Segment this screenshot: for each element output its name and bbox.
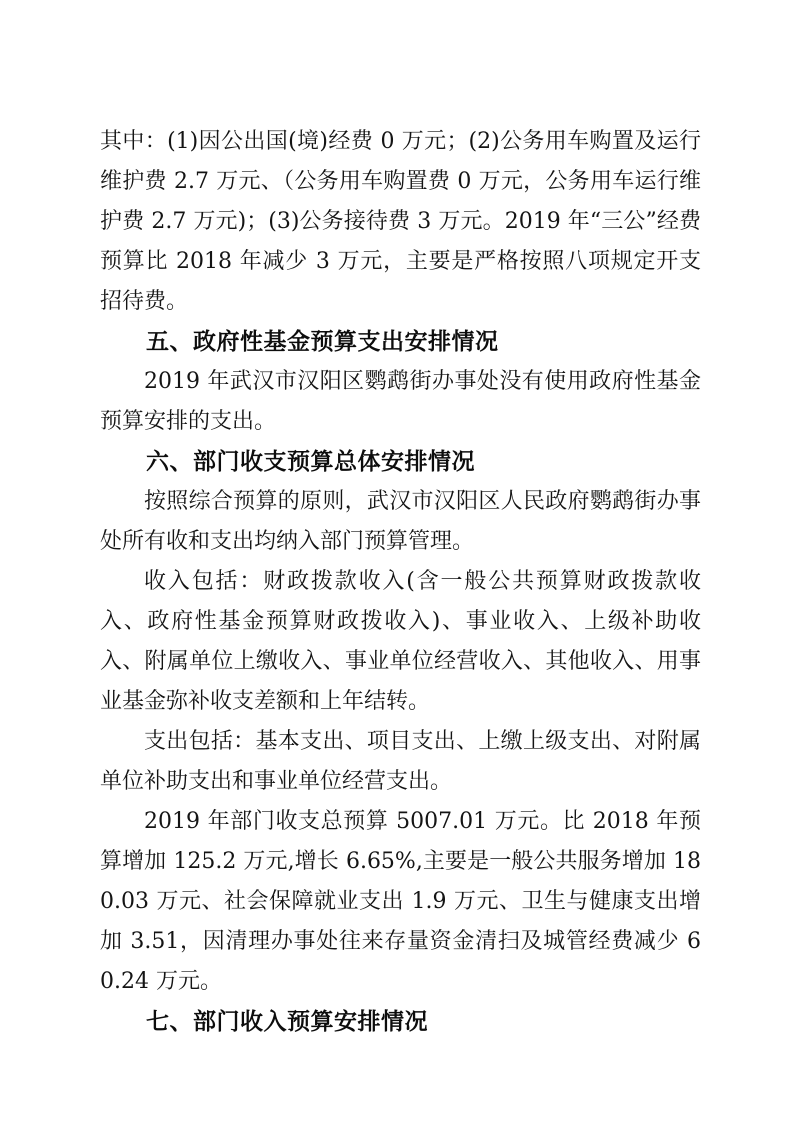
paragraph-comprehensive-budget-principle: 按照综合预算的原则，武汉市汉阳区人民政府鹦鹉街办事处所有收和支出均纳入部门预算管理。 (100, 489, 701, 554)
paragraph-three-public-expenses-detail: 其中：(1)因公出国(境)经费 0 万元；(2)公务用车购置及运行维护费 2.7 万元、（公务用车购置费 0 万元，公务用车运行维护费 2.7 万元)；(3)公务接待费 3 万元。2019 年“三公”经费预算比 2018 年减少 3 万元，主要是严格按照八项规定开支招待费。 (100, 129, 701, 314)
section-heading-7-income-budget-arrangement: 七、部门收入预算安排情况 (146, 1009, 428, 1035)
section-heading-6-overall-budget-arrangement: 六、部门收支预算总体安排情况 (146, 449, 475, 475)
paragraph-2019-total-budget-figures: 2019 年部门收支总预算 5007.01 万元。比 2018 年预算增加 125.2 万元,增长 6.65%,主要是一般公共服务增加 180.03 万元、社会保障就业支出 1.9 万元、卫生与健康支出增加 3.51，因清理办事处往来存量资金清扫及城管经费减少 60.24 万元。 (100, 809, 701, 994)
section-heading-5-government-fund-budget: 五、政府性基金预算支出安排情况 (146, 329, 499, 355)
paragraph-government-fund-statement: 2019 年武汉市汉阳区鹦鹉街办事处没有使用政府性基金预算安排的支出。 (100, 369, 701, 434)
paragraph-income-includes: 收入包括：财政拨款收入(含一般公共预算财政拨款收入、政府性基金预算财政拨收入)、事业收入、上级补助收入、附属单位上缴收入、事业单位经营收入、其他收入、用事业基金弥补收支差额和上年结转。 (100, 569, 701, 714)
paragraph-expenditure-includes: 支出包括：基本支出、项目支出、上缴上级支出、对附属单位补助支出和事业单位经营支出。 (100, 729, 701, 794)
document-body (100, 122, 701, 1042)
